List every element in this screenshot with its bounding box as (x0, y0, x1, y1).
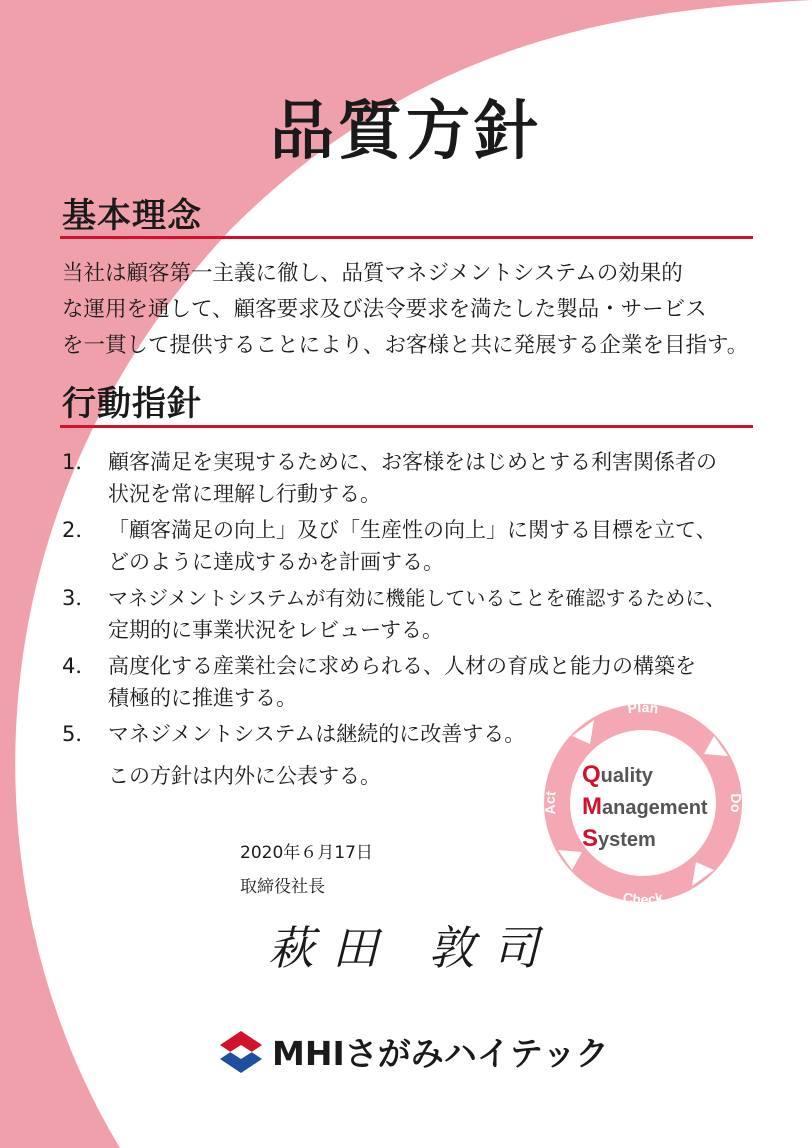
qms-initial: S (582, 825, 599, 852)
policy-item (62, 582, 762, 646)
qms-line-system (582, 825, 656, 852)
company-name: MHIさがみハイテック (272, 1034, 609, 1073)
qms-line-management (582, 793, 708, 820)
policy-line: 状況を常に理解し行動する。 (108, 482, 381, 506)
qms-initial: M (582, 793, 602, 820)
cycle-label-do: Do (727, 793, 745, 814)
heading-underline (60, 236, 753, 239)
policy-number: 1． (62, 450, 97, 474)
policy-number: 3． (62, 586, 97, 610)
policy-line: 「顧客満足の向上」及び「生産性の向上」に関する目標を立て、 (108, 518, 717, 542)
policy-line: 積極的に推進する。 (108, 686, 297, 710)
basic-philosophy-text (62, 256, 762, 364)
basic-philosophy-heading: 基本理念 (62, 196, 202, 236)
company-logo (218, 1028, 609, 1075)
cycle-label-act: Act (541, 790, 559, 816)
philosophy-line: な運用を通して、顧客要求及び法令要求を満たした製品・サービス (62, 297, 707, 322)
policy-item (62, 514, 762, 578)
qms-word-rest: anagement (602, 797, 708, 819)
policy-number: 2． (62, 518, 97, 542)
cycle-label-plan: Plan (626, 699, 660, 717)
qms-initial: Q (582, 761, 601, 788)
philosophy-line: を一貫して提供することにより、お客様と共に発展する企業を目指す。 (62, 333, 749, 358)
policy-text (108, 514, 762, 578)
page-title: 品質方針 (270, 95, 542, 169)
closing-statement: この方針は内外に公表する。 (108, 764, 381, 788)
signer-title: 取締役社長 (240, 877, 325, 897)
company-logo-mark-icon (218, 1029, 264, 1075)
handwritten-signature: 萩田 敦司 (268, 921, 557, 975)
policy-line: 定期的に事業状況をレビューする。 (108, 618, 443, 642)
policy-text (108, 446, 762, 510)
policy-line: マネジメントシステムが有効に機能していることを確認するために、 (108, 586, 726, 610)
philosophy-line: 当社は顧客第一主義に徹し、品質マネジメントシステムの効果的 (62, 261, 683, 286)
policy-line: マネジメントシステムは継続的に改善する。 (108, 722, 526, 746)
qms-line-quality (582, 761, 654, 788)
policy-line: 顧客満足を実現するために、お客様をはじめとする利害関係者の (108, 450, 717, 474)
heading-underline (60, 425, 753, 428)
policy-line: どのように達成するかを計画する。 (108, 550, 444, 574)
issue-date: 2020年６月17日 (240, 843, 373, 863)
policy-text (108, 582, 762, 646)
qms-word-rest: uality (600, 765, 653, 787)
cycle-label-check: Check (621, 889, 665, 908)
qms-word-rest: ystem (598, 829, 656, 851)
action-policy-heading: 行動指針 (62, 384, 202, 424)
policy-line: 高度化する産業社会に求められる、人材の育成と能力の構築を (108, 654, 696, 678)
policy-number: 5． (62, 722, 97, 746)
qms-cycle-badge (532, 692, 754, 914)
policy-item (62, 446, 762, 510)
policy-number: 4． (62, 654, 97, 678)
